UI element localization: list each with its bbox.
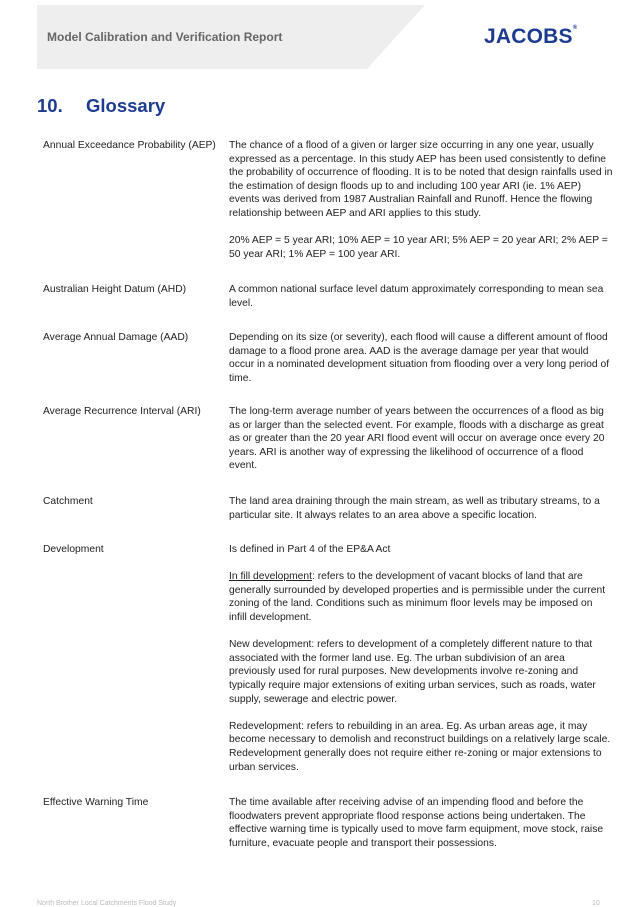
definition-paragraph: The long-term average number of years between the occurrences of a flood as big as or larger than the selected event. For example, floods with a discharge as great as or greater than the 20 year ARI flood event will occur on average once every 20 years. ARI is another way of expressing the likelihood of occurrence of a flood event. [229, 406, 605, 472]
section-number: 10. [37, 95, 63, 116]
glossary-term: Development [43, 544, 104, 555]
definition-paragraph: 20% AEP = 5 year ARI; 10% AEP = 10 year ARI; 5% AEP = 20 year ARI; 2% AEP = 50 year ARI; 1% AEP = 100 year ARI. [229, 235, 608, 260]
definition-paragraph: A common national surface level datum approximately corresponding to mean sea level. [229, 284, 604, 309]
jacobs-logo [484, 25, 577, 49]
definition-paragraph: The chance of a flood of a given or larger size occurring in any one year, usually expressed as a percentage. In this study AEP has been used consistently to define the probability of occurrence of flooding. It is to be noted that design rainfalls used in the estimation of design floods up to and including 100 year ARI (ie. 1% AEP) events was derived from 1987 Australian Rainfall and Runoff. Hence the flowing relationship between AEP and ARI applies to this study. [229, 140, 613, 219]
infill-text: : refers to the development of vacant blocks of land that are generally surrounded by developed properties and is permissible under the current zoning of the land. Conditions such as minimum floor levels may be imposed on infill development. [229, 571, 606, 623]
definition-paragraph: The time available after receiving advise of an impending flood and before the floodwaters prevent appropriate flood response actions being undertaken. The effective warning time is typically used to move farm equipment, move stock, raise furniture, evacuate people and transport their possessions. [229, 797, 604, 849]
infill-label: In fill development [229, 571, 312, 583]
glossary-definition [229, 331, 613, 385]
glossary-definition [229, 139, 613, 261]
glossary-definition [229, 495, 613, 522]
glossary-term: Average Recurrence Interval (ARI) [43, 406, 201, 417]
section-heading [37, 95, 165, 117]
glossary-definition [229, 283, 613, 310]
glossary-term: Australian Height Datum (AHD) [43, 284, 187, 295]
definition-infill [229, 570, 613, 624]
definition-paragraph: The land area draining through the main stream, as well as tributary streams, to a particular site. It always relates to an area above a specific location. [229, 496, 600, 521]
footer-document-name: North Brother Local Catchments Flood Study [37, 900, 177, 907]
glossary-definition [229, 796, 613, 850]
glossary-term: Average Annual Damage (AAD) [43, 332, 189, 343]
definition-redevelopment: Redevelopment: refers to rebuilding in an area. Eg. As urban areas age, it may become necessary to demolish and reconstruct buildings on a relatively large scale. Redevelopment generally does not require either re-zoning or major extensions to urban services. [229, 720, 611, 773]
logo-text: JACOBS [484, 25, 573, 48]
registered-mark: ® [572, 25, 578, 31]
glossary-term: Effective Warning Time [43, 797, 149, 808]
definition-new-development: New development: refers to development of a completely different nature to that associated with the former land use. Eg. The urban subdivision of an area previously used for rural purposes. New developments involve re-zoning and typically require major extensions of exiting urban services, such as roads, water supply, sewerage and electric power. [229, 639, 596, 705]
definition-intro: Is defined in Part 4 of the EP&A Act [229, 544, 391, 555]
glossary-term: Annual Exceedance Probability (AEP) [43, 140, 216, 151]
glossary-term: Catchment [43, 496, 93, 507]
report-title: Model Calibration and Verification Report [47, 30, 283, 44]
glossary-definition [229, 405, 613, 473]
glossary-definition [229, 543, 613, 774]
footer-page-number: 10 [592, 900, 600, 907]
section-title: Glossary [86, 95, 166, 116]
definition-paragraph: Depending on its size (or severity), each flood will cause a different amount of flood damage to a flood prone area. AAD is the average damage per year that would occur in a nominated development situation from flooding over a very long period of time. [229, 332, 610, 384]
